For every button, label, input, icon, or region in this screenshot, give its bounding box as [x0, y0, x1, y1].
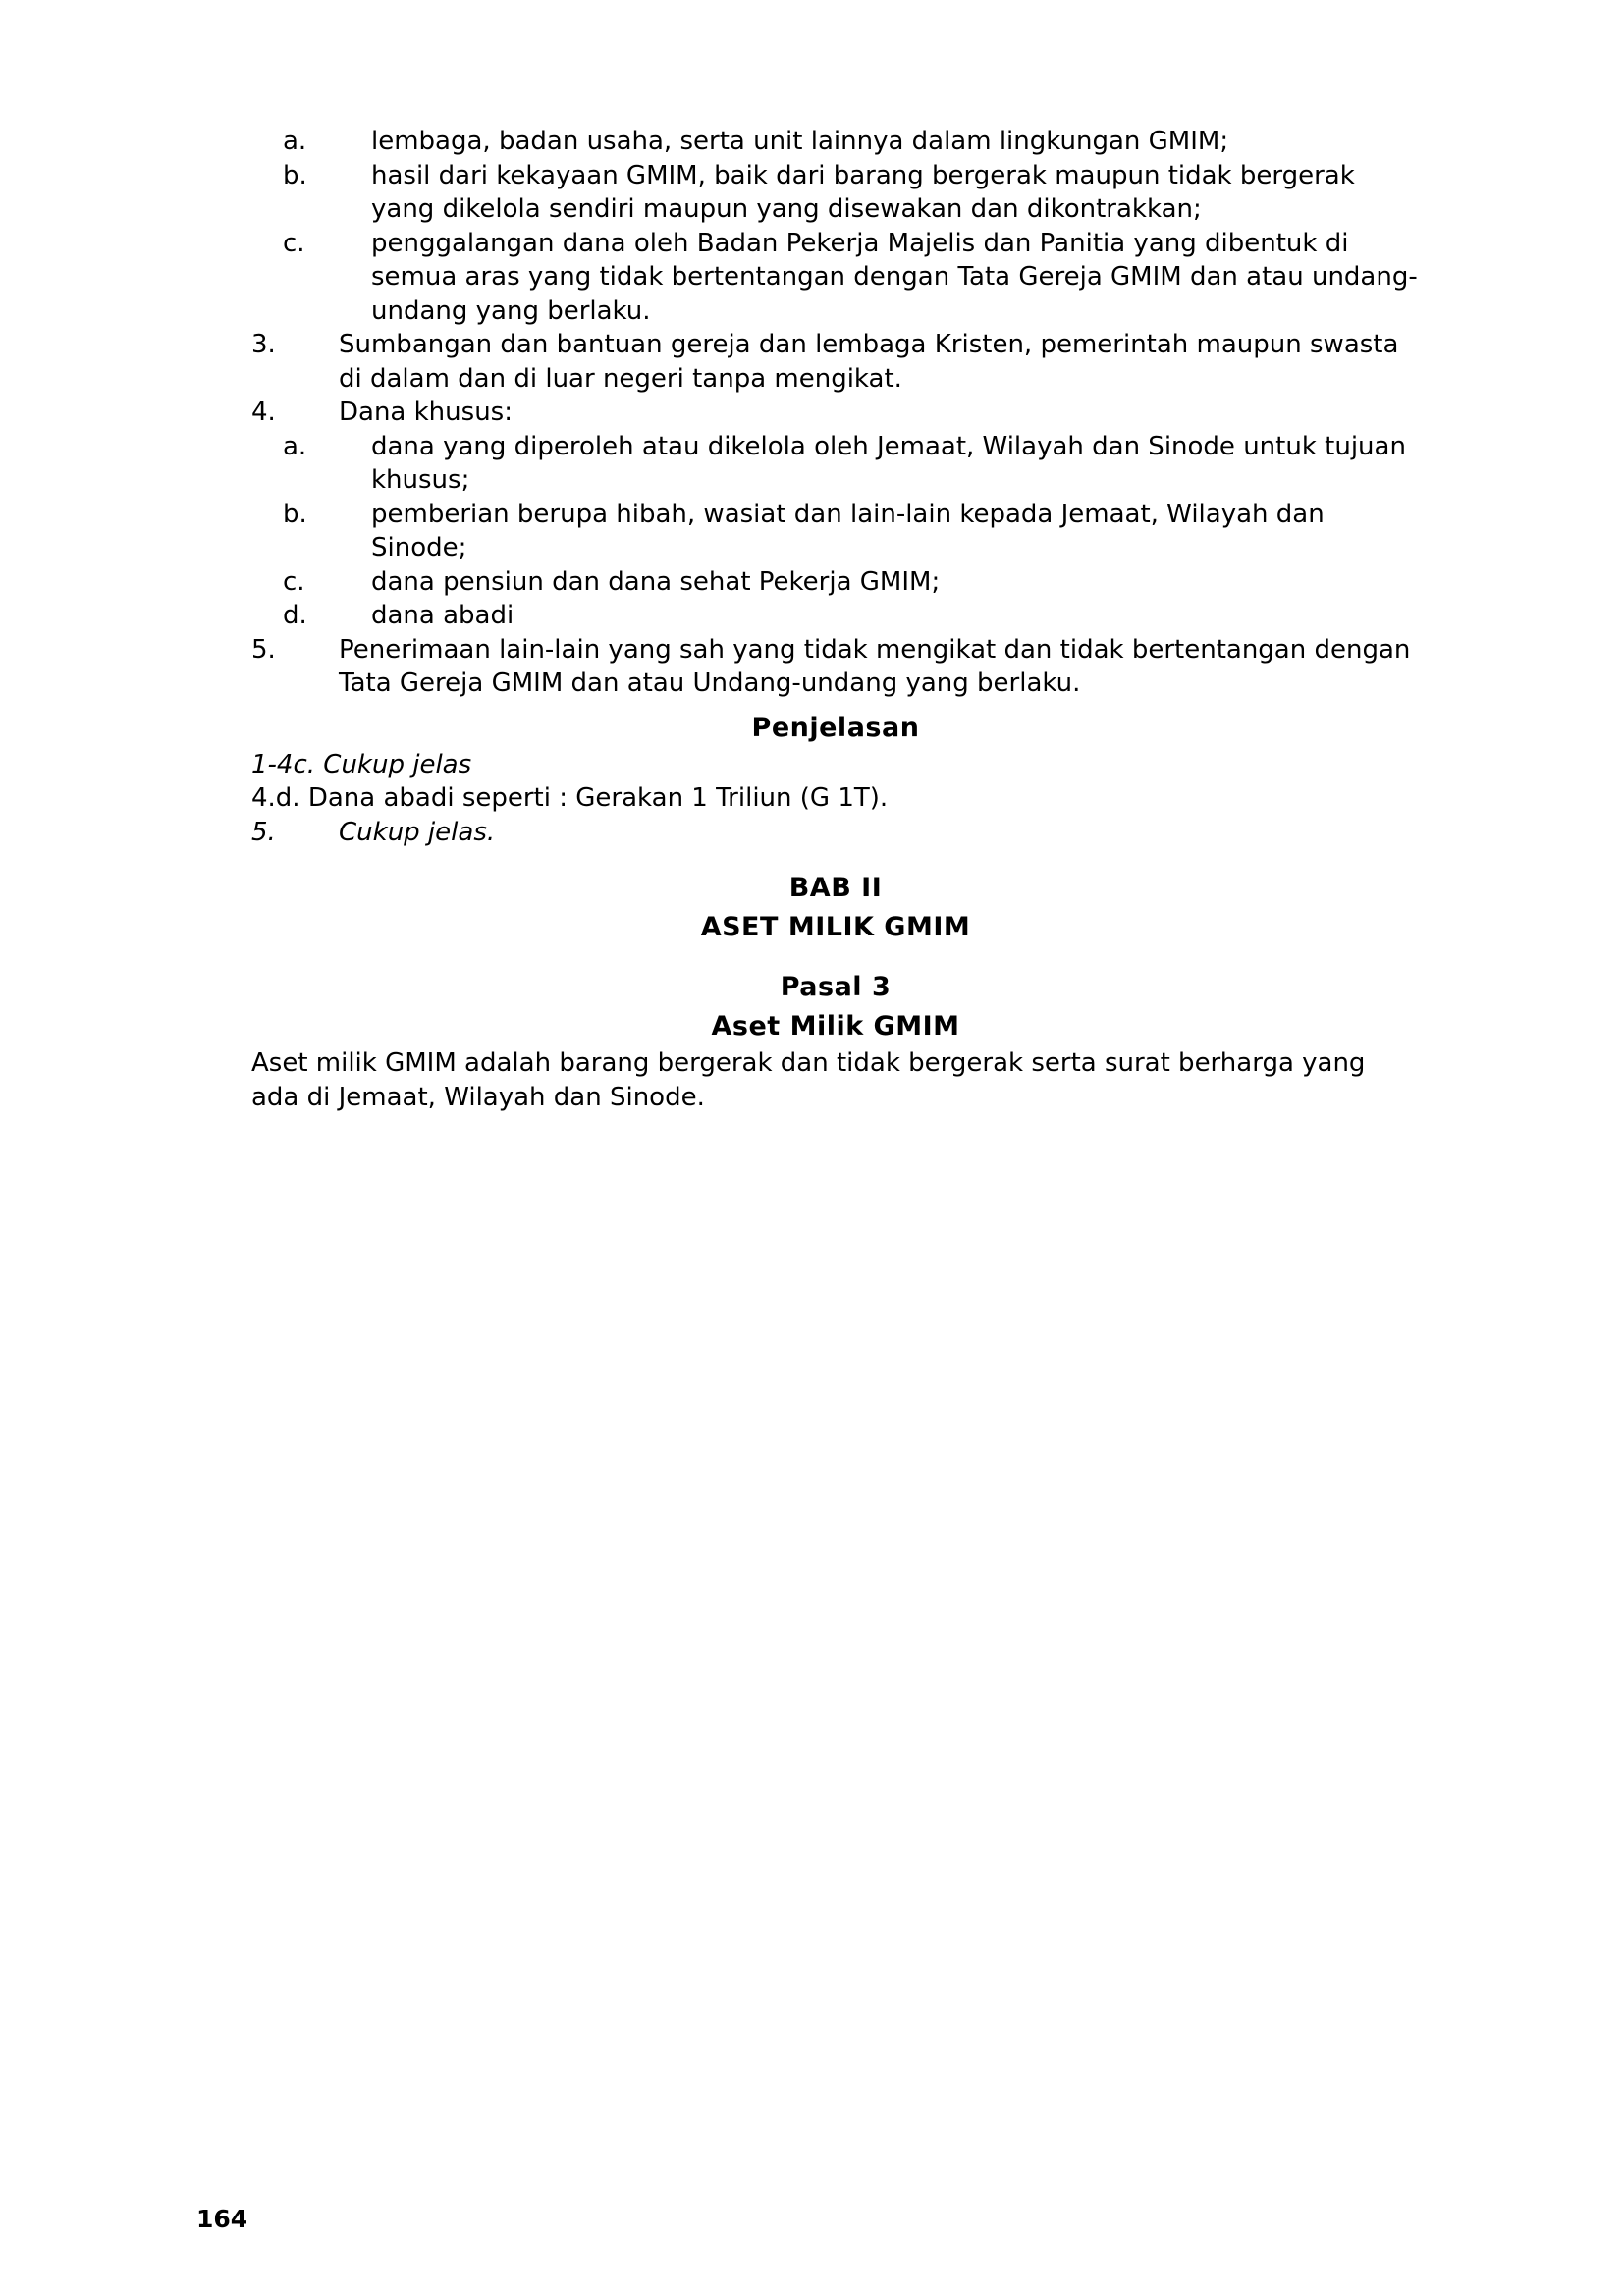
- list-marker: 4.: [251, 398, 276, 427]
- penjelasan-text: Cukup jelas.: [339, 817, 496, 847]
- list-item-text: Sumbangan dan bantuan gereja dan lembaga Kristen, pemerintah maupun swasta di dalam dan di luar negeri tanpa mengikat.: [339, 330, 1399, 394]
- list-marker: a.: [283, 127, 307, 156]
- page-content: [251, 125, 1420, 1114]
- list-item-text: pemberian berupa hibah, wasiat dan lain-lain kepada Jemaat, Wilayah dan Sinode;: [371, 499, 1325, 562]
- list-marker: c.: [283, 566, 305, 597]
- list-marker: b.: [283, 160, 307, 190]
- list-item-text: dana abadi: [371, 601, 514, 630]
- list-item-text: lembaga, badan usaha, serta unit lainnya dalam lingkungan GMIM;: [371, 127, 1229, 156]
- list-item-c: [251, 227, 1420, 329]
- list-item-5: [251, 633, 1420, 701]
- article-title: Pasal 3: [780, 972, 892, 1002]
- list-item-text: dana yang diperoleh atau dikelola oleh Jemaat, Wilayah dan Sinode untuk tujuan khusus;: [371, 431, 1406, 495]
- list-marker: d.: [283, 601, 307, 630]
- penjelasan-line-2: 4.d. Dana abadi seperti : Gerakan 1 Triliun (G 1T).: [251, 783, 889, 813]
- list-item-4d: [251, 599, 1420, 633]
- list-item-text: dana pensiun dan dana sehat Pekerja GMIM;: [371, 566, 941, 597]
- list-marker: 5.: [251, 634, 276, 665]
- list-item-4a: [251, 430, 1420, 498]
- list-marker: 3.: [251, 330, 276, 359]
- list-item-text: hasil dari kekayaan GMIM, baik dari barang bergerak maupun tidak bergerak yang dikelola sendiri maupun yang disewakan dan dikontrakkan;: [371, 160, 1355, 224]
- penjelasan-line-1: 1-4c. Cukup jelas: [251, 749, 472, 779]
- page-number: 164: [196, 2205, 248, 2233]
- list-marker: c.: [283, 228, 305, 258]
- article-body: Aset milik GMIM adalah barang bergerak dan tidak bergerak serta surat berharga yang ada di Jemaat, Wilayah dan Sinode.: [251, 1048, 1366, 1112]
- penjelasan-heading: Penjelasan: [751, 712, 920, 743]
- list-marker: a.: [283, 431, 307, 461]
- list-item-text: Dana khusus:: [339, 398, 513, 427]
- penjelasan-marker: 5.: [251, 817, 276, 847]
- list-item-3: [251, 328, 1420, 396]
- list-item-b: [251, 159, 1420, 227]
- chapter-subtitle: ASET MILIK GMIM: [700, 912, 971, 942]
- article-subtitle: Aset Milik GMIM: [711, 1011, 960, 1041]
- list-item-4c: [251, 565, 1420, 600]
- list-item-text: penggalangan dana oleh Badan Pekerja Majelis dan Panitia yang dibentuk di semua aras yang tidak bertentangan dengan Tata Gereja GMIM dan atau undang-undang yang berlaku.: [371, 228, 1418, 326]
- list-item-4: [251, 396, 1420, 430]
- list-item-4b: [251, 498, 1420, 565]
- penjelasan-line-3: [251, 816, 1420, 850]
- list-item-a: [251, 125, 1420, 159]
- list-item-text: Penerimaan lain-lain yang sah yang tidak mengikat dan tidak bertentangan dengan Tata Gereja GMIM dan atau Undang-undang yang berlaku.: [339, 634, 1411, 698]
- list-marker: b.: [283, 499, 307, 529]
- chapter-title: BAB II: [788, 873, 883, 903]
